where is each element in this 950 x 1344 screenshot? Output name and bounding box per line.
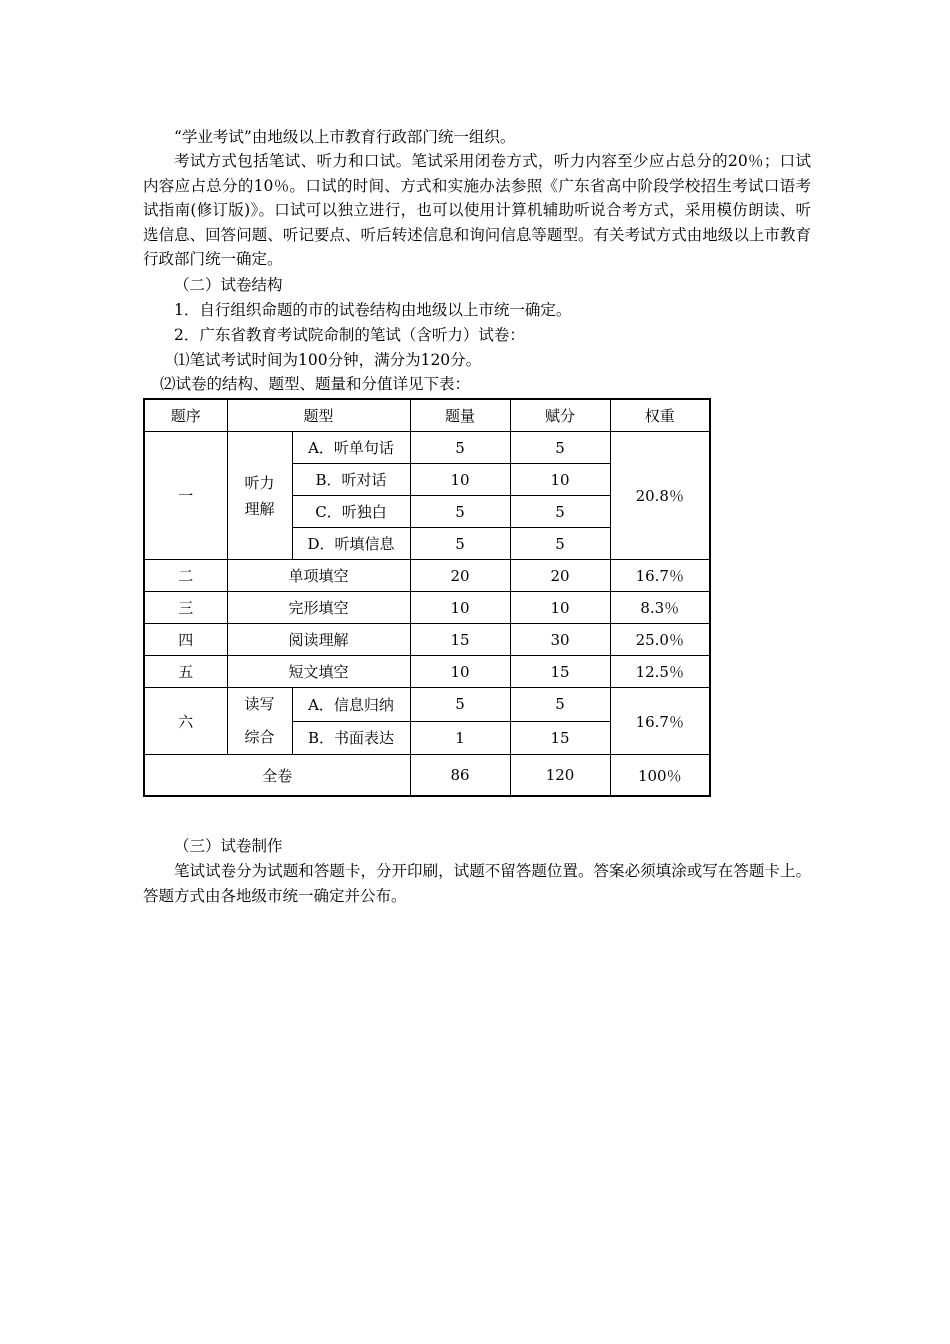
cell-order: 三 [144,592,227,624]
cell-score: 5 [510,496,610,528]
cell-weight: 20.8％ [610,432,710,560]
table-row [144,432,710,464]
table-row [144,560,710,592]
header-score: 赋分 [510,399,610,432]
cell-count: 10 [410,592,510,624]
cell-subtype: C．听独白 [292,496,410,528]
cell-count: 10 [410,656,510,688]
table-row [144,592,710,624]
cell-order: 六 [144,688,227,755]
paragraph-exam-method: 考试方式包括笔试、听力和口试。笔试采用闭卷方式，听力内容至少应占总分的20％；口试内容应占总分的10％。口试的时间、方式和实施办法参照《广东省高中阶段学校招生考试口语考试指南(修订版)》。口试可以独立进行，也可以使用计算机辅助听说合考方式，采用模仿朗读、听选信息、回答问题、听记要点、听后转述信息和询问信息等题型。有关考试方式由地级以上市教育行政部门统一确定。 [143,152,811,268]
cell-total-label: 全卷 [144,755,410,797]
table-row [144,688,710,722]
section-name-line1: 读写 [244,695,275,713]
cell-weight: 25.0％ [610,624,710,656]
cell-score: 120 [510,755,610,797]
cell-score: 5 [510,432,610,464]
cell-order: 二 [144,560,227,592]
cell-score: 5 [510,688,610,722]
cell-count: 5 [410,688,510,722]
cell-type: 单项填空 [227,560,410,592]
section-heading-structure: （二）试卷结构 [174,276,283,294]
cell-section-name [227,688,292,755]
section-name-line1: 听力 [244,473,275,492]
cell-score: 30 [510,624,610,656]
cell-subtype: B．听对话 [292,464,410,496]
cell-weight: 100％ [610,755,710,797]
cell-count: 5 [410,496,510,528]
cell-type: 完形填空 [227,592,410,624]
table-total-row [144,755,710,797]
exam-structure-table [143,398,711,797]
cell-score: 10 [510,592,610,624]
cell-subtype: A．听单句话 [292,432,410,464]
cell-score: 15 [510,656,610,688]
cell-type: 短文填空 [227,656,410,688]
cell-type: 阅读理解 [227,624,410,656]
cell-count: 10 [410,464,510,496]
header-order: 题序 [144,399,227,432]
cell-subtype: D．听填信息 [292,528,410,560]
cell-score: 15 [510,721,610,755]
section-name-line2: 综合 [244,728,275,746]
structure-item-2a: ⑴笔试考试时间为100分钟，满分为120分。 [174,351,482,369]
header-count: 题量 [410,399,510,432]
section-heading-production: （三）试卷制作 [174,837,283,855]
cell-score: 20 [510,560,610,592]
structure-item-1: 1．自行组织命题的市的试卷结构由地级以上市统一确定。 [174,301,572,319]
cell-subtype: A．信息归纳 [292,688,410,722]
structure-item-2b: ⑵试卷的结构、题型、题量和分值详见下表： [160,375,471,393]
cell-count: 1 [410,721,510,755]
cell-count: 20 [410,560,510,592]
cell-count: 86 [410,755,510,797]
paragraph-production: 笔试试卷分为试题和答题卡，分开印刷，试题不留答题位置。答案必须填涂或写在答题卡上。答题方式由各地级市统一确定并公布。 [143,862,811,905]
cell-subtype: B．书面表达 [292,721,410,755]
header-type: 题型 [227,399,410,432]
cell-order: 一 [144,432,227,560]
cell-order: 四 [144,624,227,656]
cell-weight: 16.7％ [610,560,710,592]
cell-count: 5 [410,432,510,464]
header-weight: 权重 [610,399,710,432]
cell-weight: 8.3％ [610,592,710,624]
table-row [144,624,710,656]
cell-section-name [227,432,292,560]
section-name-line2: 理解 [244,499,275,518]
table-row [144,656,710,688]
cell-score: 5 [510,528,610,560]
structure-item-2: 2．广东省教育考试院命制的笔试（含听力）试卷： [174,326,525,344]
cell-weight: 12.5％ [610,656,710,688]
cell-order: 五 [144,656,227,688]
cell-score: 10 [510,464,610,496]
table-header-row [144,399,710,432]
cell-count: 15 [410,624,510,656]
cell-count: 5 [410,528,510,560]
paragraph-intro: “学业考试”由地级以上市教育行政部门统一组织。 [174,128,516,146]
cell-weight: 16.7％ [610,688,710,755]
